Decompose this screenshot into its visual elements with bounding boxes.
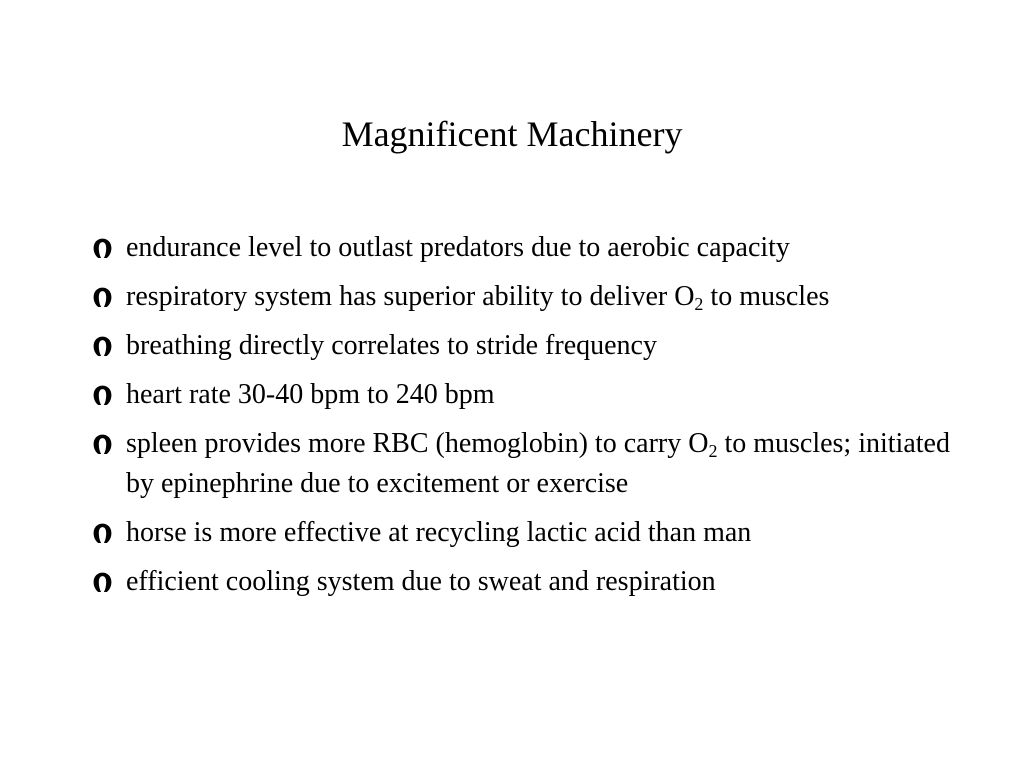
bullet-item (90, 513, 960, 553)
omega-bullet-icon (90, 277, 118, 317)
bullet-item (90, 228, 960, 268)
subscript: 2 (708, 441, 718, 461)
subscript: 2 (694, 294, 704, 314)
bullet-item (90, 424, 960, 504)
bullet-item (90, 375, 960, 415)
bullet-item (90, 326, 960, 366)
omega-bullet-icon (90, 228, 118, 268)
bullet-list (90, 228, 960, 611)
omega-bullet-icon (90, 513, 118, 553)
bullet-item (90, 562, 960, 602)
omega-bullet-icon (90, 375, 118, 415)
slide-title: Magnificent Machinery (341, 114, 683, 154)
bullet-text-before-subscript: spleen provides more RBC (hemoglobin) to carry O (126, 428, 709, 459)
bullet-text-after-subscript: to muscles (703, 281, 830, 312)
bullet-text: endurance level to outlast predators due to aerobic capacity (126, 232, 790, 263)
bullet-text: efficient cooling system due to sweat and respiration (126, 566, 716, 597)
omega-bullet-icon (90, 562, 118, 602)
bullet-item (90, 277, 960, 317)
omega-bullet-icon (90, 424, 118, 464)
omega-bullet-icon (90, 326, 118, 366)
bullet-text-after-subscript: to muscles; initiated by epinephrine due to excitement or exercise (126, 428, 950, 499)
bullet-text: heart rate 30-40 bpm to 240 bpm (126, 379, 495, 410)
bullet-text: breathing directly correlates to stride frequency (126, 330, 657, 361)
bullet-text: horse is more effective at recycling lactic acid than man (126, 517, 752, 548)
bullet-text-before-subscript: respiratory system has superior ability to deliver O (126, 281, 695, 312)
